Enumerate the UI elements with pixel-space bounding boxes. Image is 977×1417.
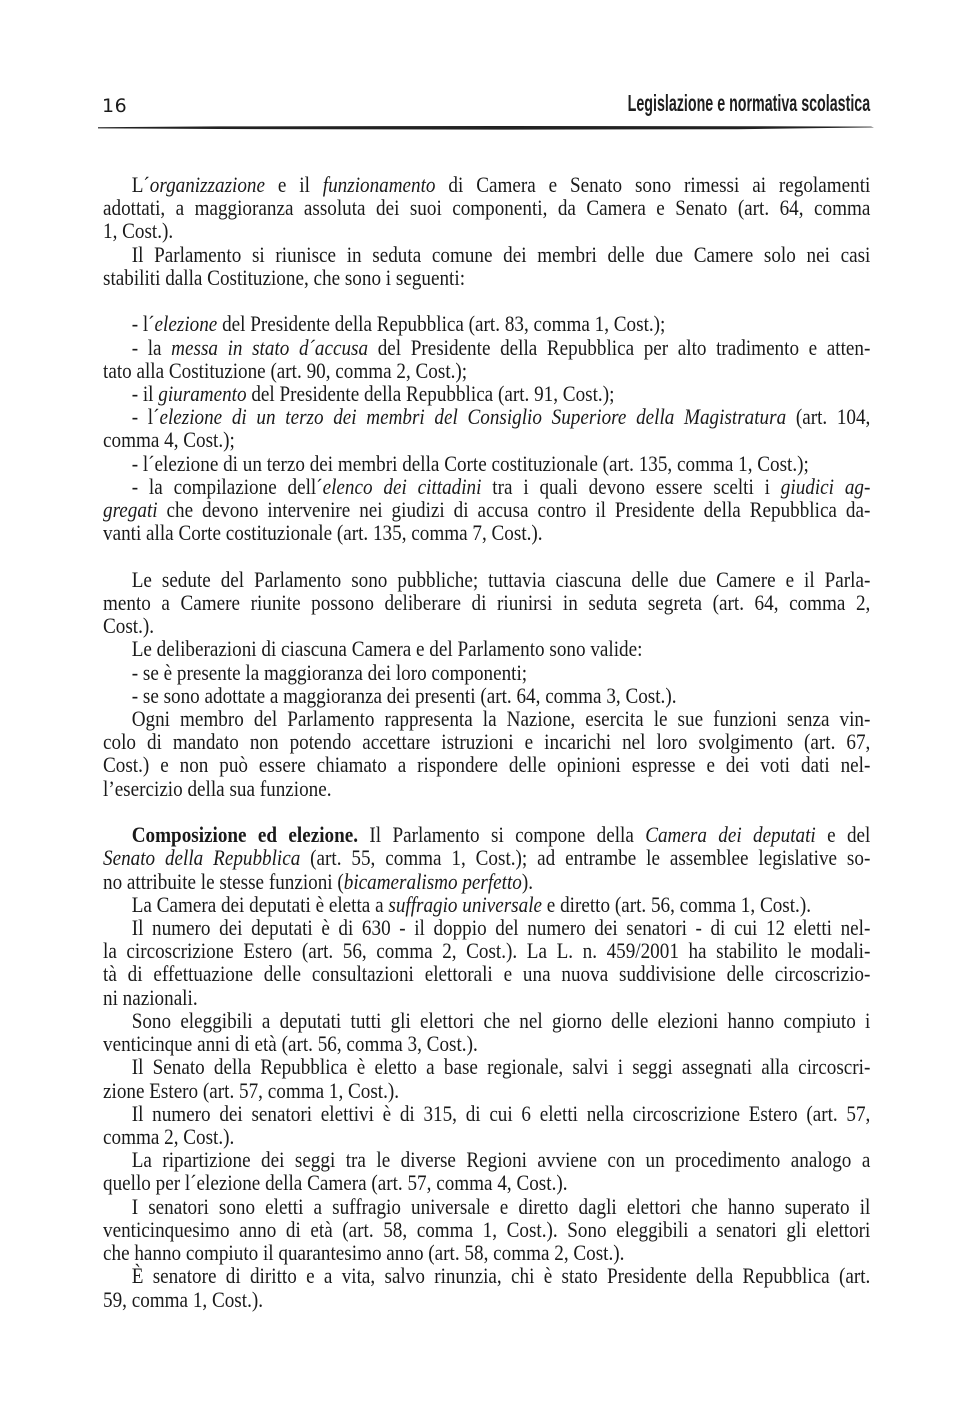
text-line [103, 312, 870, 335]
italic-run: elezione [154, 311, 218, 337]
text-line [103, 684, 870, 707]
text-line [103, 428, 870, 451]
paragraph [103, 893, 870, 916]
text-run: - l´ [131, 404, 160, 430]
blank-line [103, 800, 870, 823]
text-line [103, 243, 870, 266]
text-line [103, 591, 870, 614]
text-run: stabiliti dalla Costituzione, che sono i seguenti: [103, 264, 466, 290]
text-run: venticinque anni di età (art. 56, comma 3, Cost.). [103, 1031, 478, 1057]
text-line [103, 1148, 870, 1171]
text-line [103, 1195, 870, 1218]
italic-run: elenco dei cittadini [322, 473, 482, 499]
italic-run: suffragio universale [388, 891, 543, 917]
text-line [103, 753, 870, 776]
header-rule-stroke [98, 126, 874, 130]
text-run: Il numero dei senatori elettivi è di 315, di cui 6 eletti nella circoscrizione Estero (art. 57, [131, 1100, 871, 1126]
text-run: ni nazionali. [103, 984, 198, 1010]
italic-run: gregati [103, 497, 158, 523]
text-run: 1, Cost.). [103, 218, 174, 244]
text-line [103, 823, 870, 846]
text-line [103, 1288, 870, 1311]
text-line [103, 173, 870, 196]
text-run: colo di mandato non potendo accettare istruzioni e incarichi nel loro svolgimento (art. 67, [103, 729, 871, 755]
text-run: tà di effettuazione delle consultazioni elettorali e una nuova suddivisione delle circoscrizio- [103, 961, 871, 987]
text-line [103, 1009, 870, 1032]
text-run: che devono intervenire nei giudizi di accusa contro il Presidente della Repubblica da- [157, 497, 871, 523]
text-run: del Presidente della Repubblica (art. 91, Cost.); [246, 380, 615, 406]
italic-run: funzionamento [322, 172, 436, 197]
text-run: I senatori sono eletti a suffragio universale e diretto dagli elettori che hanno superato il [131, 1193, 871, 1219]
italic-run: messa in stato d´accusa [171, 334, 369, 360]
text-run: e il [264, 172, 323, 197]
paragraph [103, 382, 870, 405]
blank-line [103, 289, 870, 312]
paragraph [103, 336, 870, 382]
text-line [103, 219, 870, 242]
text-run: - se sono adottate a maggioranza dei presenti (art. 64, comma 3, Cost.). [131, 682, 677, 708]
italic-run: organizzazione [149, 172, 265, 197]
text-run: ). [521, 868, 534, 894]
text-run: - il [131, 380, 159, 406]
running-title: Legislazione e normativa scolastica [627, 90, 870, 116]
text-run: Cost.). [103, 613, 155, 639]
paragraph [103, 405, 870, 451]
text-run: - l´ [131, 311, 155, 337]
text-line [103, 405, 870, 428]
text-run: - la compilazione dell´ [131, 473, 323, 499]
text-run: zione Estero (art. 57, comma 1, Cost.). [103, 1077, 400, 1103]
paragraph [103, 243, 870, 289]
italic-run: bicameralismo perfetto [343, 868, 522, 894]
paragraph [103, 173, 870, 243]
italic-run: elezione di un terzo dei membri del Consiglio Superiore della Magistratura [159, 404, 787, 430]
text-line [103, 1125, 870, 1148]
header-rule [98, 122, 874, 132]
text-line [103, 359, 870, 382]
paragraph [103, 823, 870, 893]
paragraph [103, 312, 870, 335]
text-line [103, 870, 870, 893]
text-line [103, 986, 870, 1009]
paragraph [103, 661, 870, 684]
paragraph [103, 452, 870, 475]
text-line [103, 1218, 870, 1241]
text-run: comma 2, Cost.). [103, 1123, 235, 1149]
text-run: di Camera e Senato sono rimessi ai regolamenti [435, 172, 871, 197]
text-run: e diretto (art. 56, comma 1, Cost.). [542, 891, 811, 917]
text-line [103, 1055, 870, 1078]
text-line [103, 777, 870, 800]
text-line [103, 1079, 870, 1102]
text-line [103, 475, 870, 498]
text-run: Cost.) e non può essere chiamato a rispondere delle opinioni espresse e dei voti dati nel- [103, 752, 871, 778]
paragraph [103, 1195, 870, 1265]
text-run: mento a Camere riunite possono deliberare di riunirsi in seduta segreta (art. 64, comma 2, [103, 589, 871, 615]
paragraph [103, 1055, 870, 1101]
text-run: La Camera dei deputati è eletta a [131, 891, 389, 917]
text-run: adottati, a maggioranza assoluta dei suoi componenti, da Camera e Senato (art. 64, comma [103, 195, 871, 221]
text-line [103, 568, 870, 591]
text-run: la circoscrizione Estero (art. 56, comma 2, Cost.). La L. n. 459/2001 ha stabilito le modali- [103, 938, 871, 964]
text-line [103, 661, 870, 684]
text-line [103, 1264, 870, 1287]
text-line [103, 498, 870, 521]
paragraph [103, 475, 870, 545]
paragraph [103, 637, 870, 660]
page-number: 16 [102, 95, 128, 117]
text-line [103, 707, 870, 730]
text-run: Le sedute del Parlamento sono pubbliche; tuttavia ciascuna delle due Camere e il Parla- [131, 566, 871, 592]
paragraph [103, 1102, 870, 1148]
italic-run: Senato della Repubblica [103, 845, 301, 871]
text-run: Il Parlamento si riunisce in seduta comune dei membri delle due Camere solo nei casi [131, 241, 871, 267]
italic-run: Camera dei deputati [645, 822, 816, 848]
text-run: tra i quali devono essere scelti i [481, 473, 781, 499]
text-run: Le deliberazioni di ciascuna Camera e del Parlamento sono valide: [131, 636, 643, 662]
text-line [103, 1241, 870, 1264]
paragraph [103, 1009, 870, 1055]
text-run: La ripartizione dei seggi tra le diverse Regioni avviene con un procedimento analogo a [131, 1147, 871, 1173]
text-line [103, 1171, 870, 1194]
italic-run: giudici ag- [780, 473, 871, 499]
paragraph [103, 568, 870, 638]
text-line [103, 962, 870, 985]
text-run: del Presidente della Repubblica per alto tradimento e atten- [368, 334, 871, 360]
paragraph [103, 707, 870, 800]
text-run: È senatore di diritto e a vita, salvo rinunzia, chi è stato Presidente della Repubblica (art. [131, 1263, 871, 1289]
text-run: vanti alla Corte costituzionale (art. 135, comma 7, Cost.). [103, 520, 543, 546]
italic-run: giuramento [158, 380, 247, 406]
text-line [103, 730, 870, 753]
text-run: Il numero dei deputati è di 630 - il doppio del numero dei senatori - di cui 12 eletti nel- [131, 915, 871, 940]
text-run: che hanno compiuto il quarantesimo anno (art. 58, comma 2, Cost.). [103, 1240, 625, 1266]
text-line [103, 846, 870, 869]
text-line [103, 939, 870, 962]
paragraph [103, 684, 870, 707]
text-run: 59, comma 1, Cost.). [103, 1286, 264, 1312]
text-line [103, 336, 870, 359]
text-line [103, 637, 870, 660]
text-run: Sono eleggibili a deputati tutti gli elettori che nel giorno delle elezioni hanno compiuto i [131, 1007, 871, 1033]
blank-line [103, 545, 870, 568]
text-run: Ogni membro del Parlamento rappresenta la Nazione, esercita le sue funzioni senza vin- [131, 706, 871, 732]
text-run: Il Parlamento si compone della [358, 822, 646, 848]
text-line [103, 196, 870, 219]
text-line [103, 382, 870, 405]
paragraph [103, 916, 870, 1009]
text-run: - l´elezione di un terzo dei membri della Corte costituzionale (art. 135, comma 1, Cost.); [131, 450, 809, 476]
text-line [103, 893, 870, 916]
text-run: quello per l´elezione della Camera (art. 57, comma 4, Cost.). [103, 1170, 568, 1196]
text-run: comma 4, Cost.); [103, 427, 235, 453]
paragraph [103, 1148, 870, 1194]
text-line [103, 916, 870, 939]
text-line [103, 266, 870, 289]
text-run: no attribuite le stesse funzioni ( [103, 868, 344, 894]
text-run: venticinquesimo anno di età (art. 58, comma 1, Cost.). Sono eleggibili a senatori gli elettori [103, 1216, 871, 1242]
text-line [103, 521, 870, 544]
bold-run: Composizione ed elezione. [131, 822, 359, 848]
text-line [103, 614, 870, 637]
text-line [103, 1102, 870, 1125]
text-run: l’esercizio della sua funzione. [103, 775, 332, 801]
text-line [103, 452, 870, 475]
text-run: (art. 55, comma 1, Cost.); ad entrambe le assemblee legislative so- [300, 845, 871, 871]
text-run: del Presidente della Repubblica (art. 83, comma 1, Cost.); [217, 311, 666, 337]
text-run: - se è presente la maggioranza dei loro componenti; [131, 659, 528, 685]
text-line [103, 1032, 870, 1055]
text-run: (art. 104, [786, 404, 871, 430]
text-run: Il Senato della Repubblica è eletto a base regionale, salvi i seggi assegnati alla circoscri- [131, 1054, 871, 1080]
text-run: e del [815, 822, 871, 848]
paragraph [103, 1264, 870, 1310]
text-run: L´ [131, 172, 150, 197]
text-run: - la [131, 334, 172, 360]
text-run: tato alla Costituzione (art. 90, comma 2, Cost.); [103, 357, 468, 383]
body-text [103, 173, 870, 1311]
